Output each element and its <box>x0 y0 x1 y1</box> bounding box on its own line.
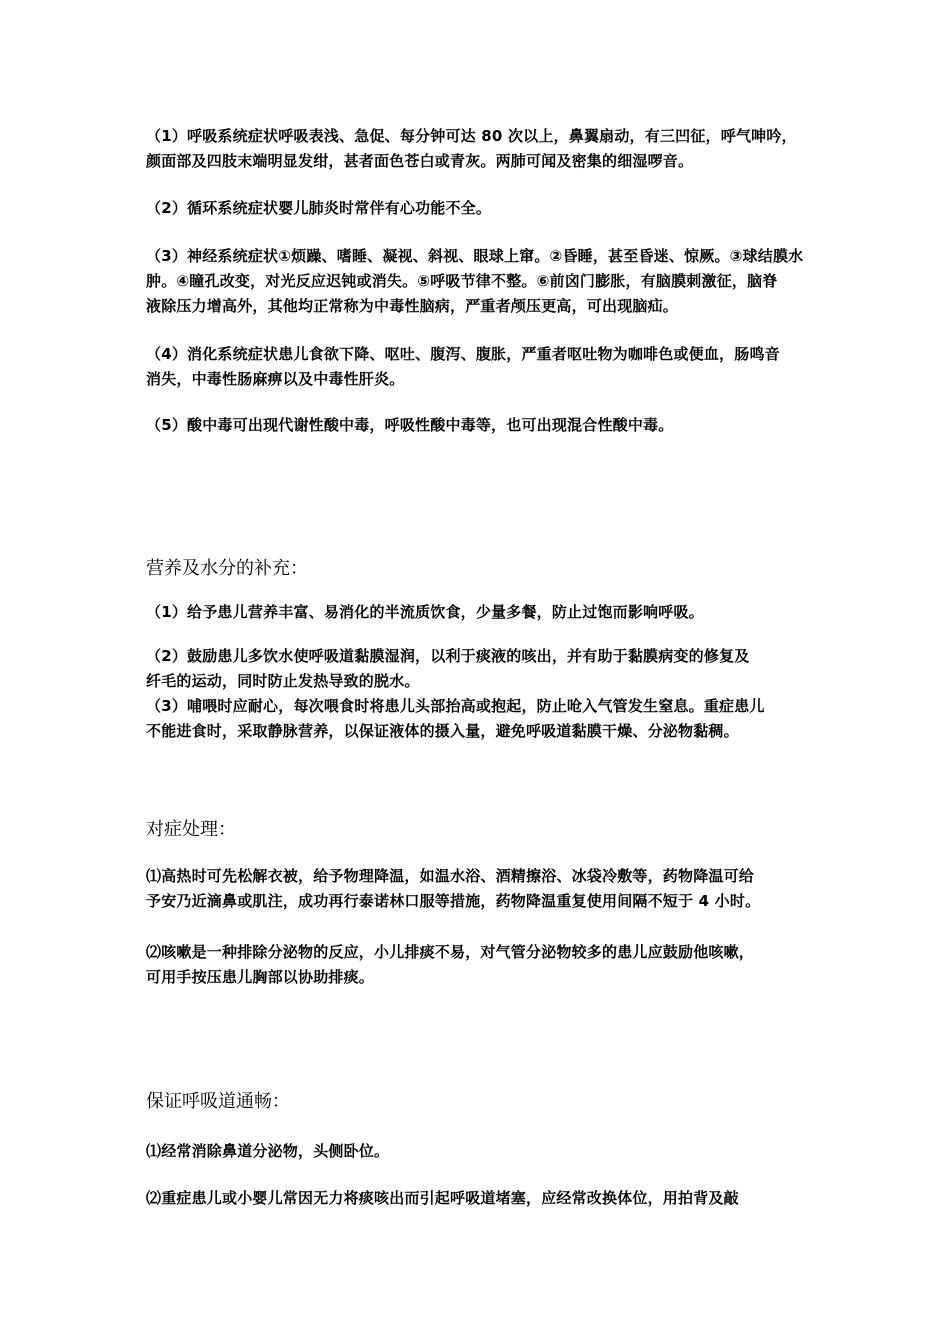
text-line: （5）酸中毒可出现代谢性酸中毒，呼吸性酸中毒等，也可出现混合性酸中毒。 <box>146 416 674 434</box>
text-line: （1）呼吸系统症状呼吸表浅、急促、每分钟可达 80 次以上，鼻翼扇动，有三凹征，呼气呻吟， <box>146 127 797 145</box>
text-line: 纤毛的运动，同时防止发热导致的脱水。 <box>146 672 420 690</box>
text-line: ⑴高热时可先松解衣被，给予物理降温，如温水浴、酒精擦浴、冰袋冷敷等，药物降温可给 <box>146 867 755 885</box>
symptomatic-treatment-heading: 对症处理： <box>146 819 236 840</box>
symptom-acidosis-paragraph <box>146 413 816 438</box>
text-line: 液除压力增高外，其他均正常称为中毒性脑病，严重者颅压更高，可出现脑疝。 <box>146 297 679 315</box>
text-line: ⑴经常消除鼻道分泌物，头侧卧位。 <box>146 1142 390 1160</box>
text-line: 消失，中毒性肠麻痹以及中毒性肝炎。 <box>146 370 405 388</box>
text-line: ⑵重症患儿或小婴儿常因无力将痰咳出而引起呼吸道堵塞，应经常改换体位，用拍背及敲 <box>146 1189 739 1207</box>
text-line: 可用手按压患儿胸部以协助排痰。 <box>146 968 375 986</box>
fever-management-paragraph <box>146 864 816 914</box>
nutrition-heading: 营养及水分的补充： <box>146 558 308 579</box>
text-line: （3）神经系统症状①烦躁、嗜睡、凝视、斜视、眼球上窜。②昏睡，甚至昏迷、惊厥。③球结膜水 <box>146 247 804 265</box>
airway-clearance-heading: 保证呼吸道通畅： <box>146 1091 290 1112</box>
nutrition-fluids-paragraph <box>146 644 816 744</box>
text-line: （4）消化系统症状患儿食欲下降、呕吐、腹泻、腹胀，严重者呕吐物为咖啡色或便血，肠鸣音 <box>146 345 780 363</box>
text-line: （2）循环系统症状婴儿肺炎时常伴有心功能不全。 <box>146 199 492 217</box>
position-change-paragraph <box>146 1186 816 1211</box>
cough-management-paragraph <box>146 940 816 990</box>
symptom-neurological-paragraph <box>146 244 816 319</box>
text-line: 不能进食时，采取静脉营养，以保证液体的摄入量，避免呼吸道黏膜干燥、分泌物黏稠。 <box>146 722 739 740</box>
text-line: ⑵咳嗽是一种排除分泌物的反应，小儿排痰不易，对气管分泌物较多的患儿应鼓励他咳嗽， <box>146 943 755 961</box>
nutrition-diet-paragraph <box>146 600 816 625</box>
symptom-digestive-paragraph <box>146 342 816 392</box>
text-line: 予安乃近滴鼻或肌注，成功再行泰诺林口服等措施，药物降温重复使用间隔不短于 4 小时。 <box>146 892 761 910</box>
symptom-circulatory-paragraph <box>146 196 816 221</box>
text-line: （1）给予患儿营养丰富、易消化的半流质饮食，少量多餐，防止过饱而影响呼吸。 <box>146 603 704 621</box>
text-line: （2）鼓励患儿多饮水使呼吸道黏膜湿润，以利于痰液的咳出，并有助于黏膜病变的修复及 <box>146 647 750 665</box>
symptom-respiratory-paragraph <box>146 124 816 174</box>
text-line: 颜面部及四肢末端明显发绀，甚者面色苍白或青灰。两肺可闻及密集的细湿啰音。 <box>146 152 694 170</box>
text-line: 肿。④瞳孔改变，对光反应迟钝或消失。⑤呼吸节律不整。⑥前囟门膨胀，有脑膜刺激征，脑脊 <box>146 272 778 290</box>
text-line: （3）哺喂时应耐心，每次喂食时将患儿头部抬高或抱起，防止呛入气管发生窒息。重症患儿 <box>146 697 765 715</box>
nasal-clearing-paragraph <box>146 1139 816 1164</box>
